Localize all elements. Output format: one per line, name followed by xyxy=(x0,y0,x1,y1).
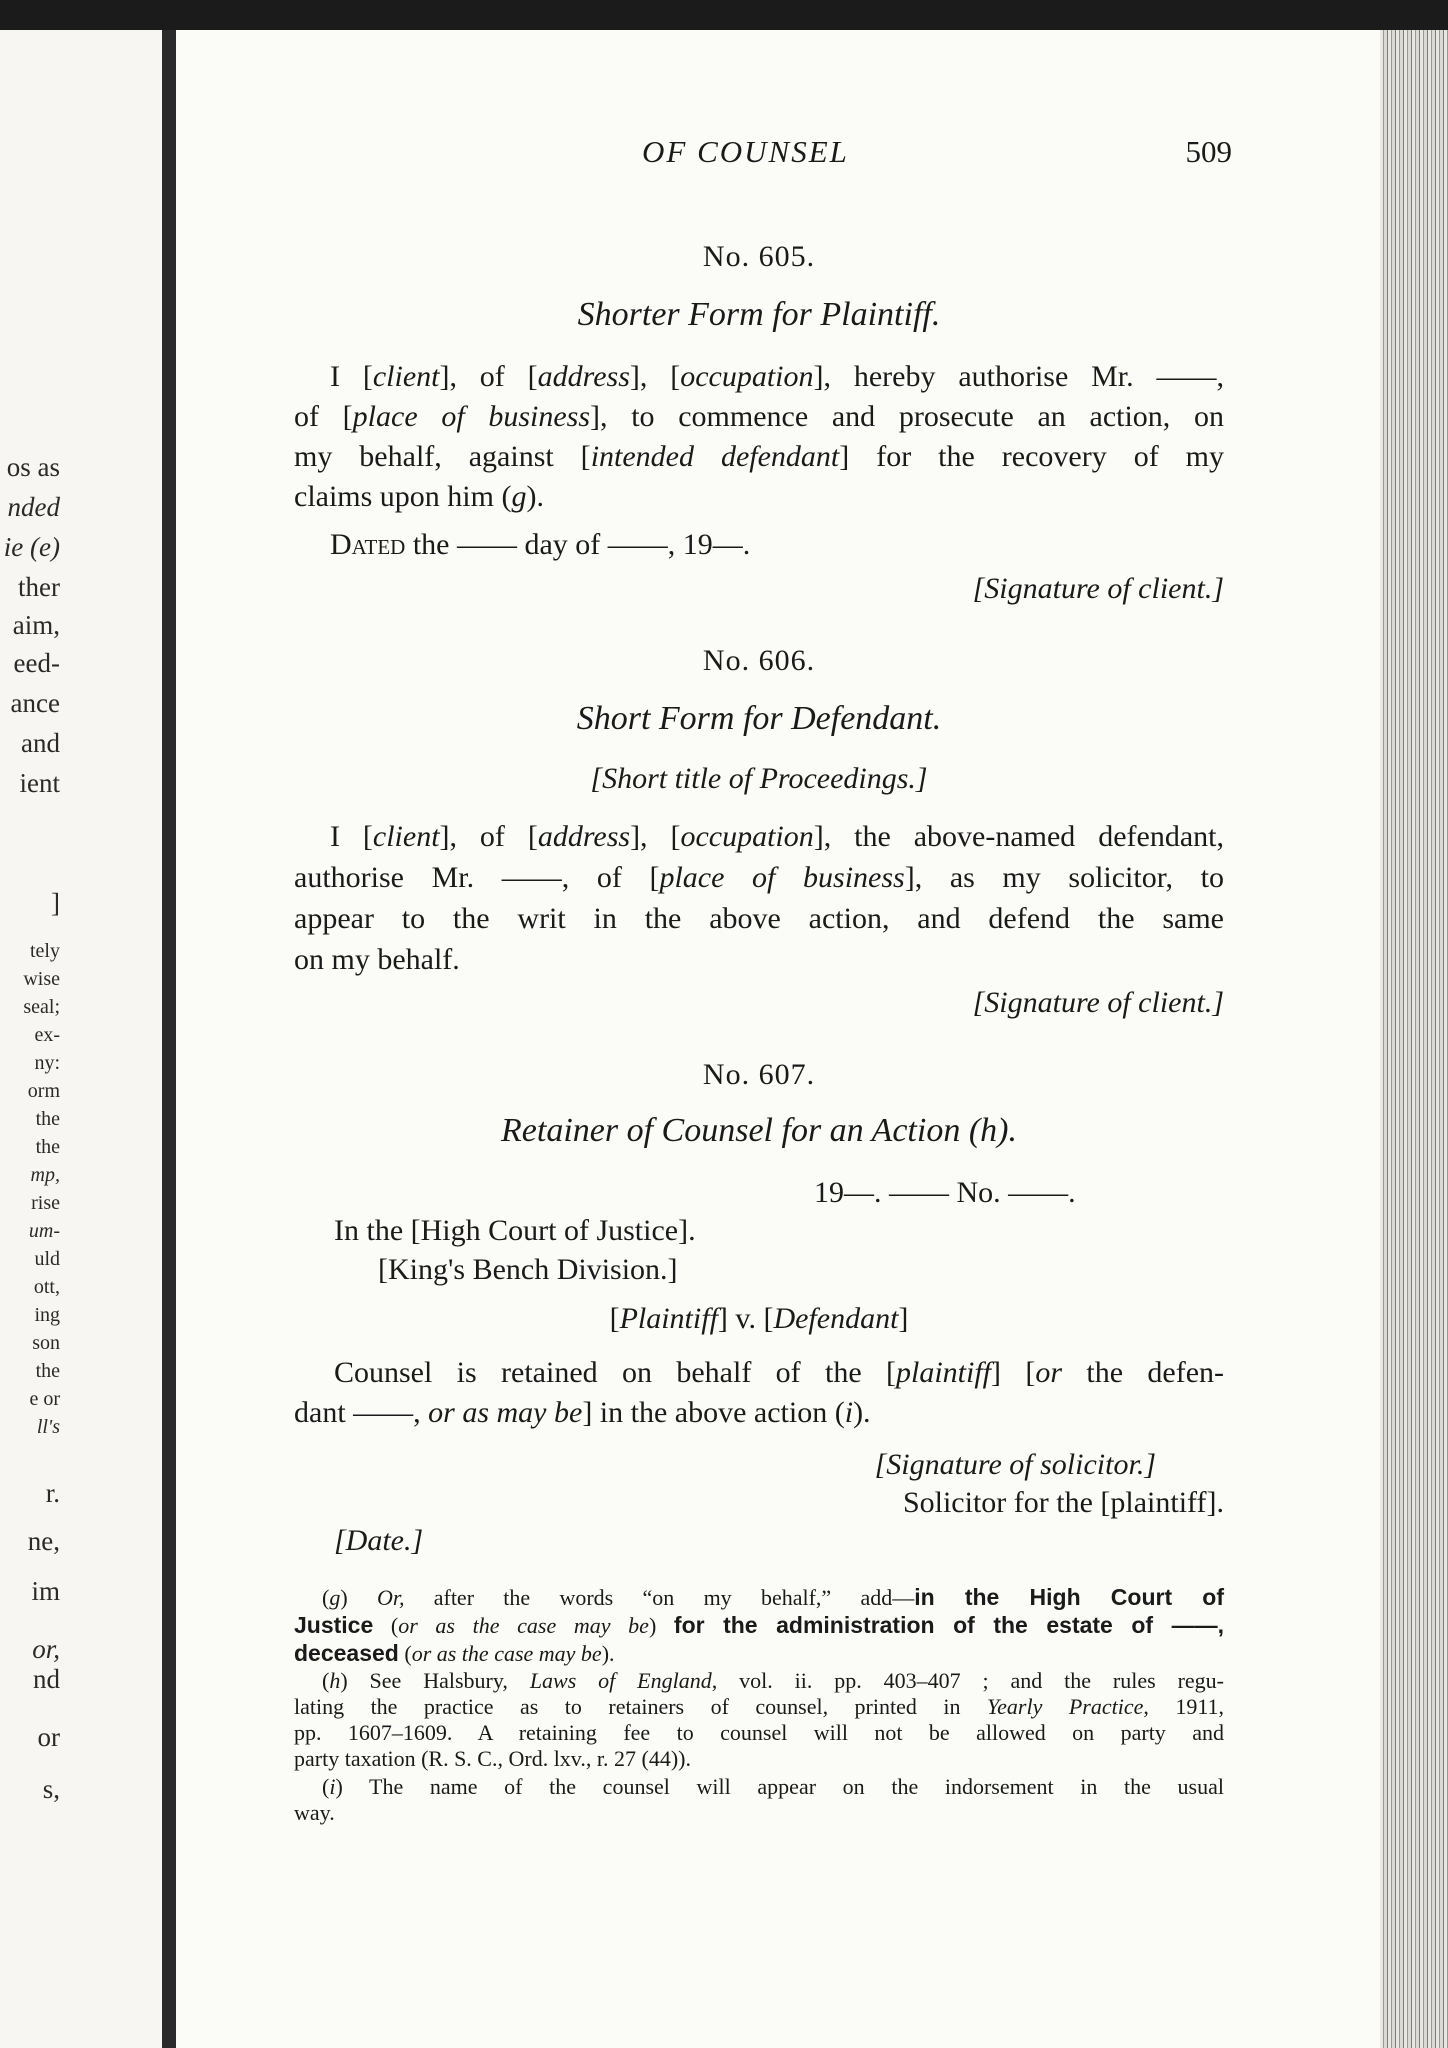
left-page-fragment: ll's xyxy=(36,1416,60,1438)
footnote-h-line-2: lating the practice as to retainers of counsel, printed in Yearly Practice, 1911, xyxy=(294,1694,1225,1719)
page-number: 509 xyxy=(1185,134,1232,169)
left-page-fragment: ient xyxy=(19,768,60,798)
left-page-fragment: ie (e) xyxy=(3,532,60,562)
form-605-line-4: claims upon him (g). xyxy=(294,480,544,513)
footnote-i-line-2: way. xyxy=(294,1800,335,1825)
left-page-fragment: s, xyxy=(42,1774,60,1804)
page-edges xyxy=(1380,30,1448,2048)
form-605-number: No. 605. xyxy=(702,240,816,273)
footnote-g-line-2: Justice (or as the case may be) for the administration of the estate of ——, xyxy=(294,1612,1225,1638)
left-page-fragment: nded xyxy=(7,492,60,522)
left-page-fragment: mp, xyxy=(30,1164,60,1186)
left-page-fragment: aim, xyxy=(12,610,60,640)
form-607-line-2: dant ——, or as may be] in the above action (i). xyxy=(294,1396,871,1429)
left-page-fragment: son xyxy=(32,1332,60,1354)
footnote-h-line-1: (h) See Halsbury, Laws of England, vol. ii. pp. 403–407 ; and the rules regu- xyxy=(322,1668,1224,1693)
left-page-fragment: ther xyxy=(18,572,60,602)
form-607-reference-line: 19—. —— No. ——. xyxy=(814,1176,1076,1209)
form-605-line-1: I [client], of [address], [occupation], hereby authorise Mr. ——, xyxy=(330,360,1224,393)
left-page-fragments xyxy=(0,0,60,2048)
left-page-fragment: seal; xyxy=(23,996,60,1018)
footnote-i-line-1: (i) The name of the counsel will appear on the indorsement in the usual xyxy=(322,1774,1224,1799)
left-page-fragment: im xyxy=(31,1576,60,1606)
left-page-fragment: ex- xyxy=(34,1024,60,1046)
form-606-line-4: on my behalf. xyxy=(294,943,460,976)
form-607-solicitor-signature: [Signature of solicitor.] xyxy=(874,1448,1156,1481)
book-spine xyxy=(162,30,176,2048)
left-page-fragment: r. xyxy=(45,1478,60,1508)
form-607-number: No. 607. xyxy=(702,1058,816,1091)
form-605-title: Shorter Form for Plaintiff. xyxy=(577,296,941,333)
form-606-line-2: authorise Mr. ——, of [place of business], as my solicitor, to xyxy=(294,861,1224,894)
left-page-fragment: and xyxy=(21,728,60,758)
footnote-h-line-3: pp. 1607–1609. A retaining fee to counsel will not be allowed on party and xyxy=(294,1720,1224,1745)
left-page-fragment: rise xyxy=(31,1192,60,1214)
form-606-line-3: appear to the writ in the above action, and defend the same xyxy=(294,902,1224,935)
left-page-fragment: ne, xyxy=(27,1526,60,1556)
left-page-fragment: eed- xyxy=(13,648,60,678)
form-606-short-title: [Short title of Proceedings.] xyxy=(590,762,928,795)
form-605-line-2: of [place of business], to commence and prosecute an action, on xyxy=(294,400,1224,433)
left-page-fragment: tely xyxy=(30,940,60,962)
running-title: OF COUNSEL xyxy=(642,134,849,169)
form-606-number: No. 606. xyxy=(702,644,816,677)
left-page-fragment: nd xyxy=(33,1664,60,1694)
footnote-g-line-3: deceased (or as the case may be). xyxy=(294,1640,615,1666)
left-page-fragment: the xyxy=(35,1136,60,1158)
left-page-fragment: ott, xyxy=(33,1276,60,1298)
form-605-signature: [Signature of client.] xyxy=(972,572,1224,605)
left-page-fragment: the xyxy=(35,1360,60,1382)
form-605-dated: Dated the —— day of ——, 19—. xyxy=(330,528,751,561)
left-page-fragment: ny: xyxy=(34,1052,60,1074)
left-page-fragment: uld xyxy=(34,1248,60,1270)
left-page-fragment: ing xyxy=(34,1304,60,1326)
left-page-fragment: the xyxy=(35,1108,60,1130)
form-607-division: [King's Bench Division.] xyxy=(378,1253,678,1286)
form-607-solicitor-for: Solicitor for the [plaintiff]. xyxy=(902,1486,1224,1519)
left-page-fragment: ance xyxy=(10,688,60,718)
left-page-fragment: or, xyxy=(32,1634,60,1664)
form-607-line-1: Counsel is retained on behalf of the [plaintiff] [or the defen- xyxy=(334,1356,1225,1389)
left-page-fragment: e or xyxy=(29,1388,60,1410)
left-page-fragment: wise xyxy=(23,968,60,990)
form-605-line-3: my behalf, against [intended defendant] for the recovery of my xyxy=(294,440,1224,473)
left-page-fragment: orm xyxy=(27,1080,60,1102)
footnote-h-line-4: party taxation (R. S. C., Ord. lxv., r. 27 (44)). xyxy=(294,1746,691,1771)
left-page-fragment: or xyxy=(37,1722,60,1752)
form-607-title: Retainer of Counsel for an Action (h). xyxy=(501,1112,1017,1149)
form-606-signature: [Signature of client.] xyxy=(972,986,1224,1019)
form-607-date: [Date.] xyxy=(334,1524,424,1557)
form-607-court: In the [High Court of Justice]. xyxy=(334,1214,696,1247)
left-page-fragment: os as xyxy=(6,452,60,482)
left-page-fragment: um- xyxy=(28,1220,60,1242)
form-606-title: Short Form for Defendant. xyxy=(576,700,942,737)
footnote-g-line-1: (g) Or, after the words “on my behalf,” add—in the High Court of xyxy=(322,1584,1224,1610)
left-page-fragment: ] xyxy=(51,888,60,918)
form-607-parties: [Plaintiff] v. [Defendant] xyxy=(609,1302,909,1335)
form-606-line-1: I [client], of [address], [occupation], the above-named defendant, xyxy=(330,820,1224,853)
